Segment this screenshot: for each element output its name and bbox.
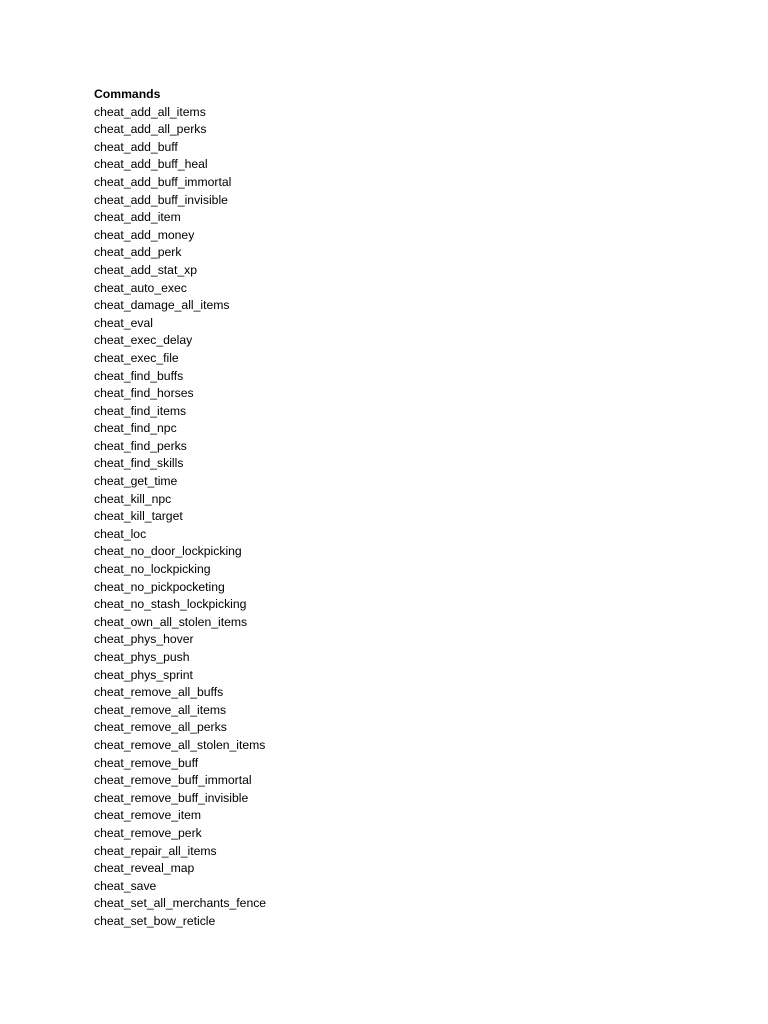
command-item: cheat_add_all_perks: [94, 122, 207, 137]
command-item: cheat_remove_perk: [94, 825, 202, 840]
command-item: cheat_remove_all_buffs: [94, 685, 224, 700]
command-item: cheat_get_time: [94, 474, 178, 489]
command-item: cheat_remove_buff_immortal: [94, 773, 252, 788]
command-item: cheat_phys_sprint: [94, 667, 193, 682]
command-item: cheat_find_items: [94, 403, 187, 418]
command-item: cheat_add_stat_xp: [94, 262, 197, 277]
command-item: cheat_find_horses: [94, 386, 194, 401]
command-item: cheat_reveal_map: [94, 861, 195, 876]
command-item: cheat_remove_all_stolen_items: [94, 737, 266, 752]
command-item: cheat_add_buff_immortal: [94, 174, 232, 189]
command-item: cheat_remove_item: [94, 808, 202, 823]
command-item: cheat_remove_buff: [94, 755, 199, 770]
command-item: cheat_exec_delay: [94, 333, 193, 348]
command-item: cheat_add_buff: [94, 139, 178, 154]
command-item: cheat_remove_all_perks: [94, 720, 227, 735]
command-item: cheat_set_all_merchants_fence: [94, 896, 267, 911]
command-item: cheat_add_all_items: [94, 104, 206, 119]
command-item: cheat_add_buff_invisible: [94, 192, 228, 207]
command-item: cheat_add_perk: [94, 245, 182, 260]
command-item: cheat_own_all_stolen_items: [94, 614, 248, 629]
command-item: cheat_no_lockpicking: [94, 562, 211, 577]
command-item: cheat_no_door_lockpicking: [94, 544, 242, 559]
command-item: cheat_find_npc: [94, 421, 177, 436]
command-item: cheat_exec_file: [94, 350, 179, 365]
command-item: cheat_kill_target: [94, 509, 183, 524]
command-item: cheat_no_pickpocketing: [94, 579, 225, 594]
command-item: cheat_repair_all_items: [94, 843, 217, 858]
command-item: cheat_remove_all_items: [94, 702, 227, 717]
command-item: cheat_remove_buff_invisible: [94, 790, 249, 805]
command-item: cheat_find_perks: [94, 438, 187, 453]
command-item: cheat_find_buffs: [94, 368, 184, 383]
command-item: cheat_find_skills: [94, 456, 184, 471]
command-item: cheat_auto_exec: [94, 280, 187, 295]
command-item: cheat_add_item: [94, 210, 181, 225]
command-item: cheat_eval: [94, 315, 153, 330]
command-item: cheat_loc: [94, 526, 147, 541]
command-item: cheat_kill_npc: [94, 491, 172, 506]
command-item: cheat_set_bow_reticle: [94, 913, 216, 928]
command-item: cheat_add_money: [94, 227, 195, 242]
command-item: cheat_damage_all_items: [94, 298, 230, 313]
command-item: cheat_add_buff_heal: [94, 157, 208, 172]
command-list: [94, 104, 266, 931]
document-body: [94, 86, 266, 931]
command-item: cheat_no_stash_lockpicking: [94, 597, 247, 612]
command-item: cheat_phys_hover: [94, 632, 194, 647]
commands-heading: Commands: [94, 87, 161, 101]
command-item: cheat_save: [94, 878, 157, 893]
command-item: cheat_phys_push: [94, 650, 190, 664]
